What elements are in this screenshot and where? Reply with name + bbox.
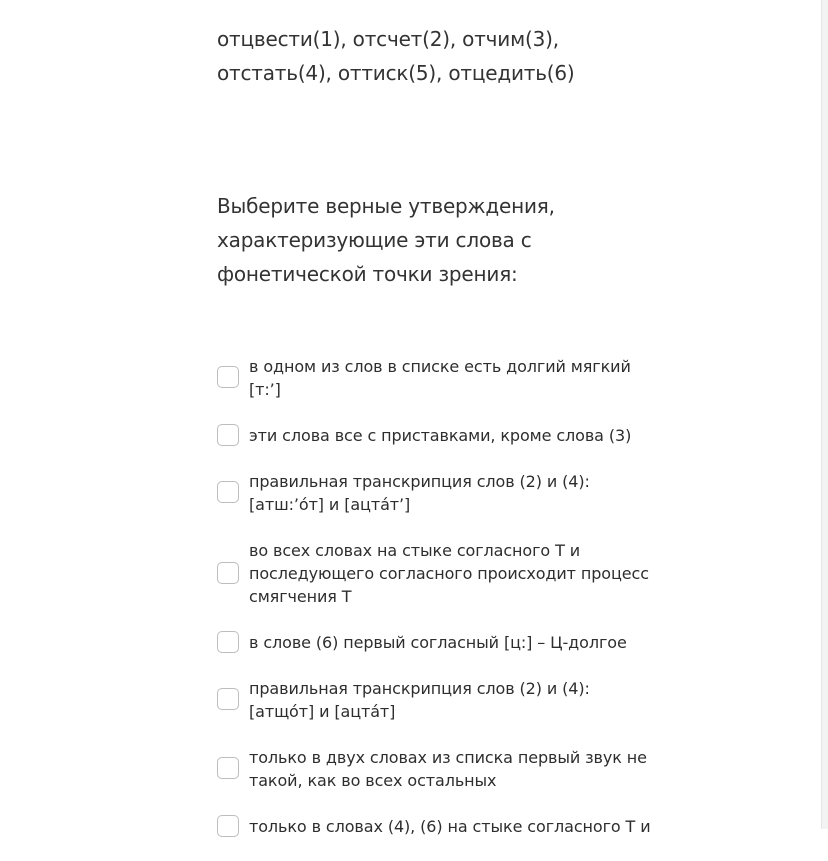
checkbox[interactable] — [217, 631, 239, 653]
option-5[interactable] — [217, 631, 657, 654]
checkbox[interactable] — [217, 815, 239, 837]
option-label: в одном из слов в списке есть долгий мягкий [т:’] — [249, 357, 631, 399]
checkbox[interactable] — [217, 688, 239, 710]
checkbox[interactable] — [217, 424, 239, 446]
question-prompt: Выберите верные утверждения, характеризующие эти слова с фонетической точки зрения: — [217, 194, 555, 286]
option-1[interactable] — [217, 355, 657, 401]
option-label: правильная транскрипция слов (2) и (4): [атш:’о́т] и [ацта́т’] — [249, 472, 590, 514]
option-3[interactable] — [217, 470, 657, 516]
option-label: правильная транскрипция слов (2) и (4): [атщо́т] и [ацта́т] — [249, 679, 590, 721]
option-label: в слове (6) первый согласный [ц:] – Ц-долгое — [249, 633, 627, 652]
option-label: только в словах (4), (6) на стыке согласного Т и — [249, 817, 651, 836]
checkbox[interactable] — [217, 366, 239, 388]
question-card — [217, 22, 657, 861]
checkbox[interactable] — [217, 757, 239, 779]
word-list: отцвести(1), отсчет(2), отчим(3), отстать(4), оттиск(5), отцедить(6) — [217, 27, 575, 85]
option-4[interactable] — [217, 539, 657, 608]
checkbox[interactable] — [217, 562, 239, 584]
option-6[interactable] — [217, 677, 657, 723]
option-7[interactable] — [217, 746, 657, 792]
answer-options — [217, 355, 657, 838]
option-label: во всех словах на стыке согласного Т и последующего согласного происходит процесс смягчения Т — [249, 541, 649, 606]
option-8[interactable] — [217, 815, 657, 838]
checkbox[interactable] — [217, 481, 239, 503]
option-2[interactable] — [217, 424, 657, 447]
scrollbar-track[interactable] — [821, 0, 828, 829]
option-label: эти слова все с приставками, кроме слова (3) — [249, 426, 632, 445]
option-label: только в двух словах из списка первый звук не такой, как во всех остальных — [249, 748, 647, 790]
